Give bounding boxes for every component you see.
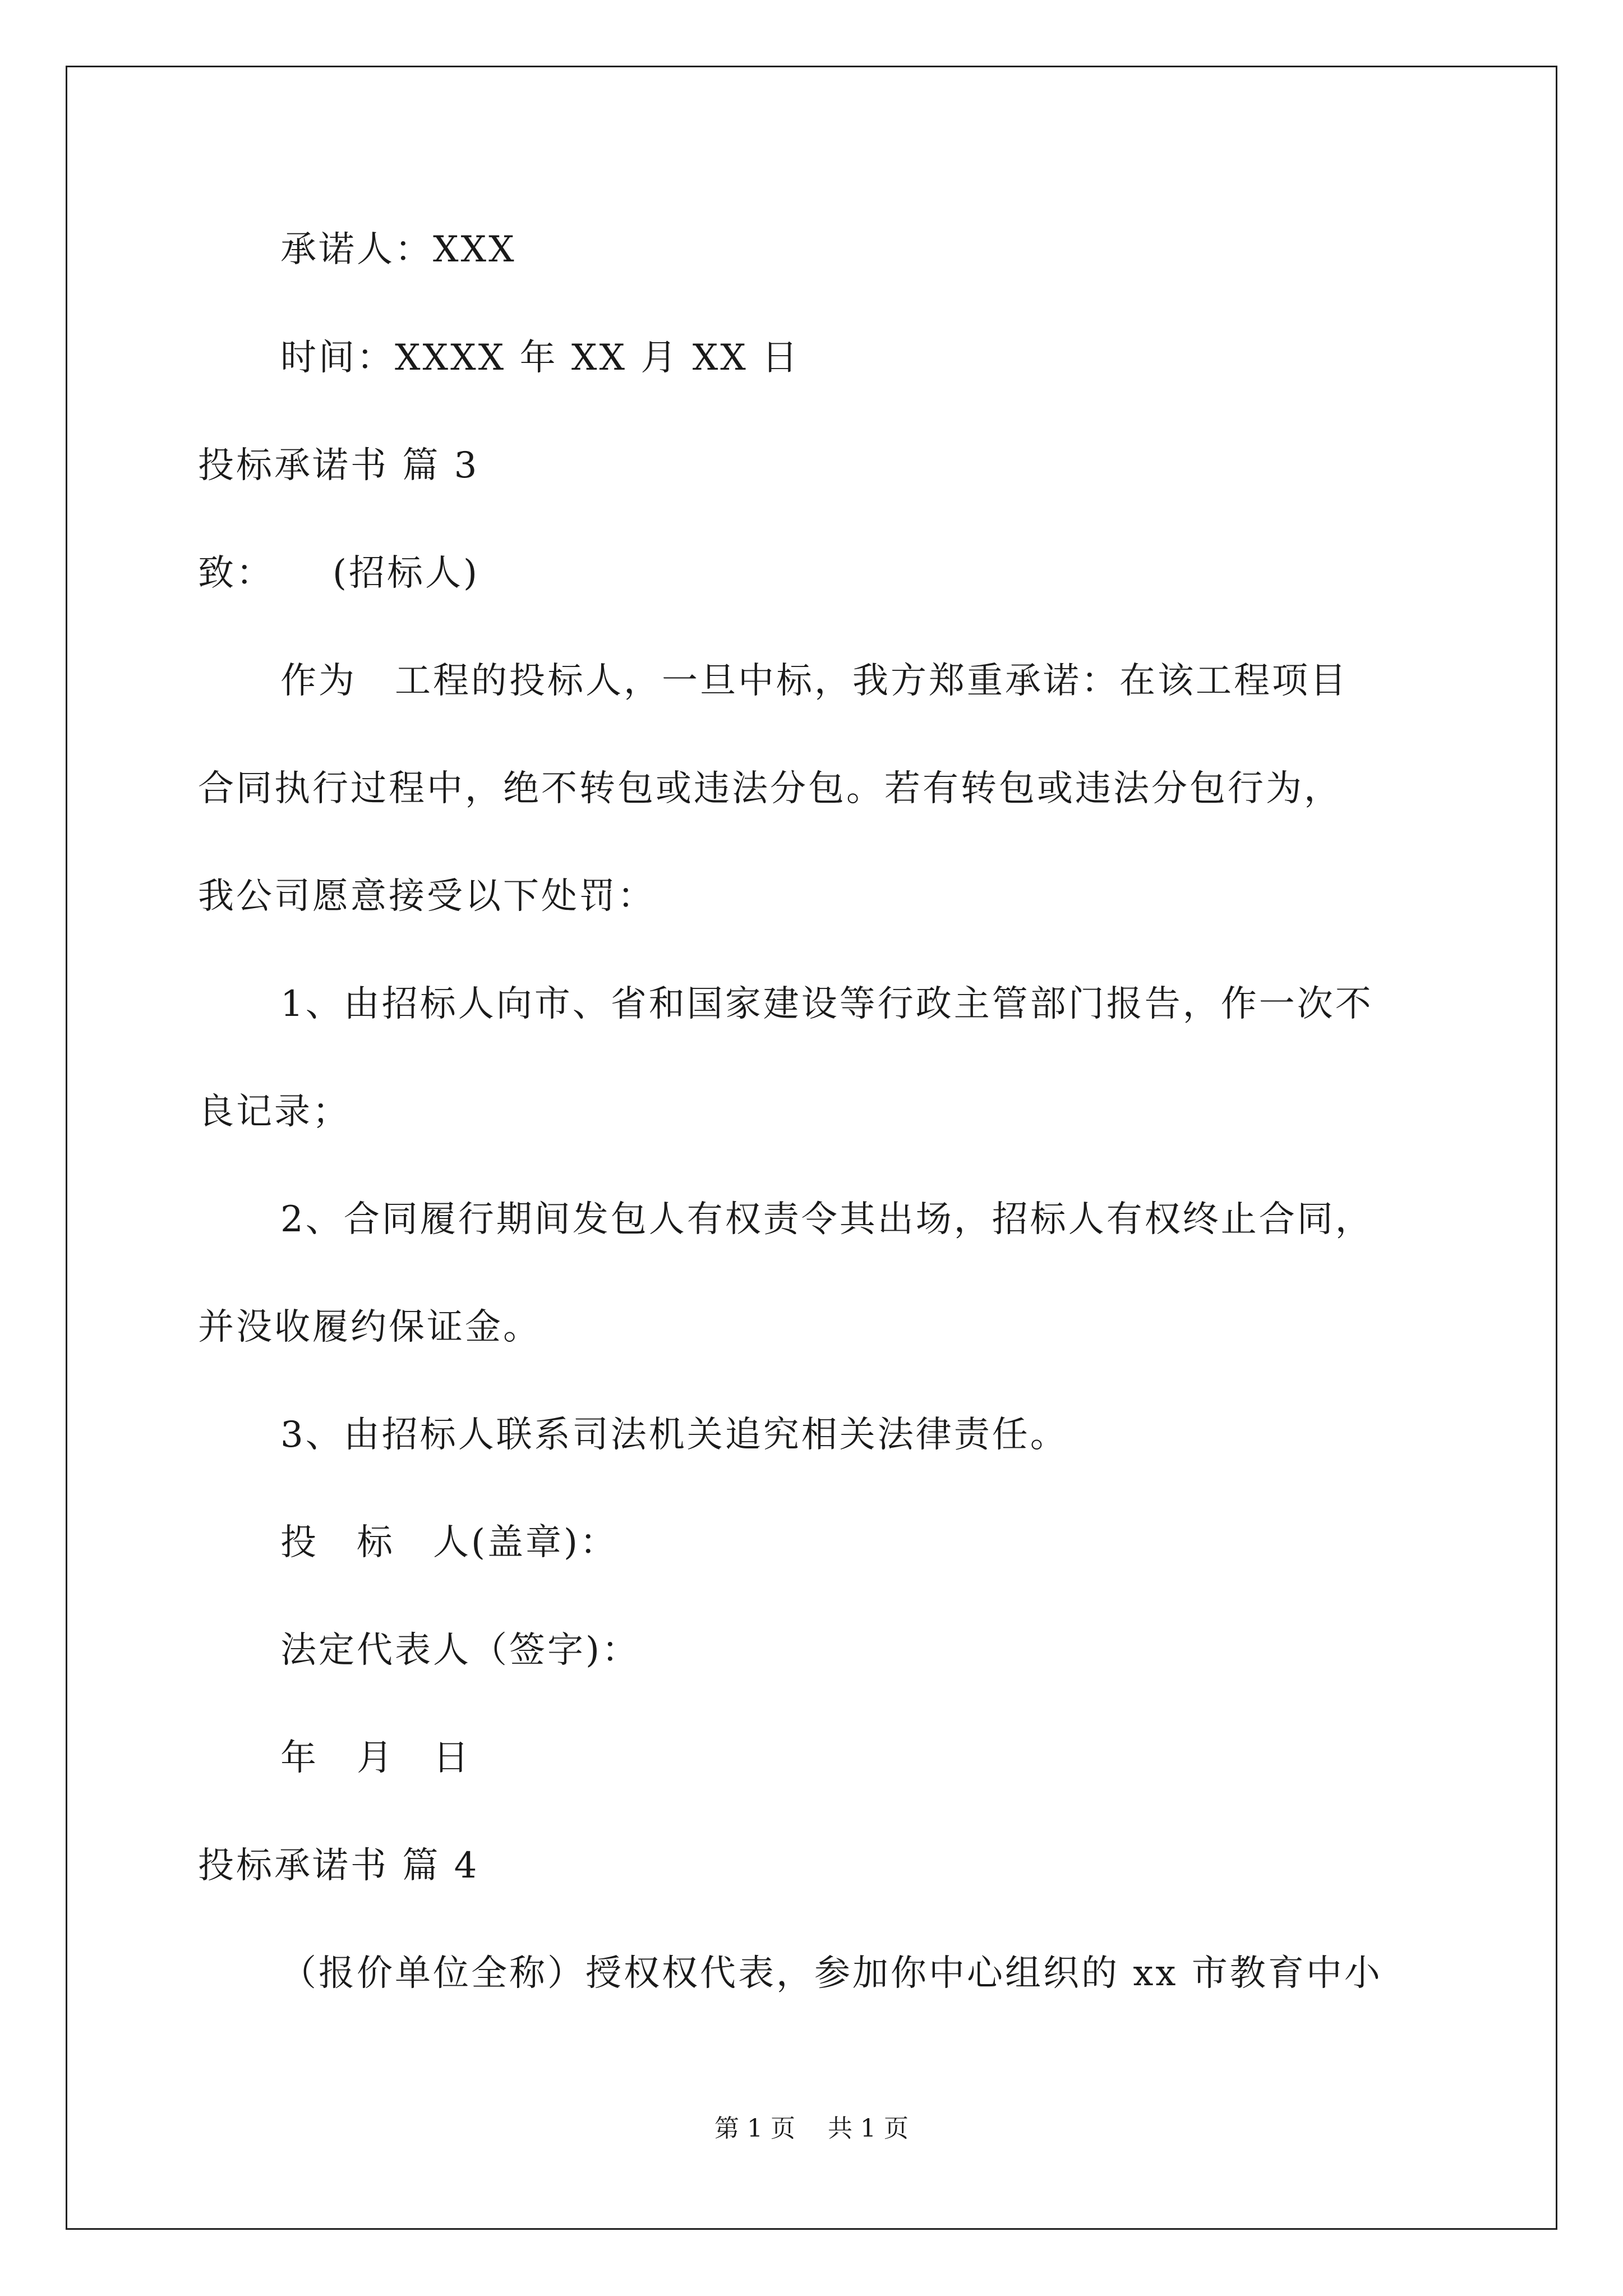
page-footer: 第 1 页 共 1 页 <box>714 2114 909 2143</box>
list-item-1-cont: 良记录； <box>198 1091 351 1133</box>
bidder-seal-line: 投 标 人(盖章)： <box>280 1522 618 1563</box>
section-heading-3: 投标承诺书 篇 3 <box>198 445 479 486</box>
page-border <box>66 66 1557 2230</box>
list-item-3: 3、由招标人联系司法机关追究相关法律责任。 <box>280 1414 1068 1456</box>
list-item-1: 1、由招标人向市、省和国家建设等行政主管部门报告，作一次不 <box>280 983 1373 1025</box>
paragraph-line: 我公司愿意接受以下处罚： <box>198 876 656 917</box>
list-item-2: 2、合同履行期间发包人有权责令其出场，招标人有权终止合同， <box>280 1199 1373 1240</box>
paragraph-line: 合同执行过程中，绝不转包或违法分包。若有转包或违法分包行为， <box>198 768 1342 809</box>
date-blank-line: 年 月 日 <box>280 1737 471 1779</box>
legal-rep-signature-line: 法定代表人（签字)： <box>280 1630 640 1671</box>
list-item-2-cont: 并没收履约保证金。 <box>198 1306 541 1348</box>
promisor-line: 承诺人：XXX <box>280 229 517 270</box>
section-heading-4: 投标承诺书 篇 4 <box>198 1845 479 1887</box>
date-line: 时间：XXXX 年 XX 月 XX 日 <box>280 337 800 379</box>
paragraph-line: 作为 工程的投标人，一旦中标，我方郑重承诺：在该工程项目 <box>280 660 1348 702</box>
addressee-line: 致： (招标人) <box>198 553 479 594</box>
paragraph-line: （报价单位全称）授权权代表，参加你中心组织的 xx 市教育中小 <box>280 1953 1382 1994</box>
